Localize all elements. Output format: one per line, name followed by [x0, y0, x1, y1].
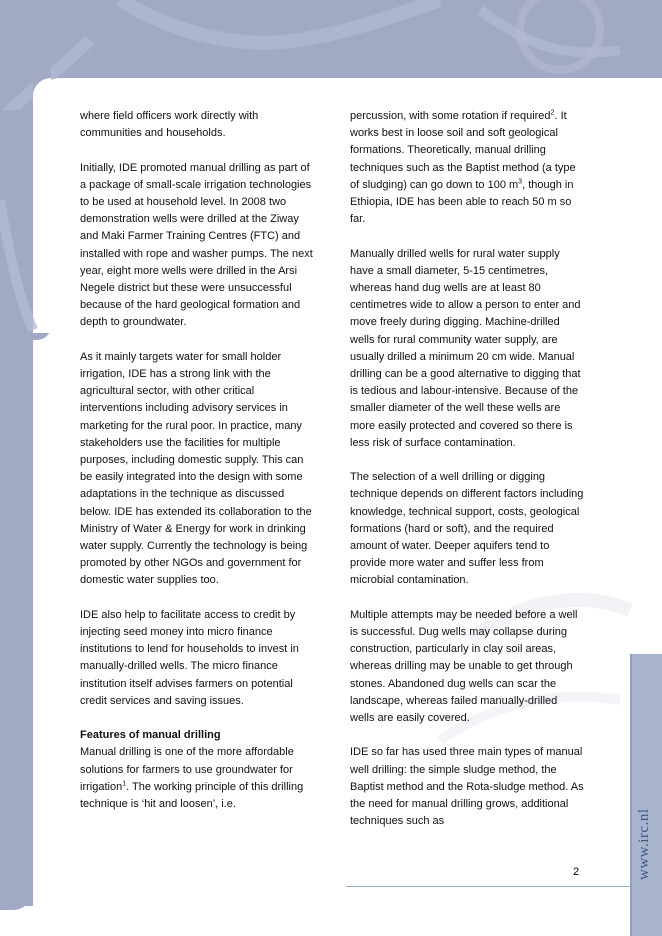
right-paragraph-3: The selection of a well drilling or digging technique depends on different factors including knowledge, technical support, costs, geological formations (hard or soft), and the required amount of water. Deeper aquifers tend to provide more water and suffer less from microbial contamination. — [350, 471, 584, 587]
right-paragraph-1: percussion, with some rotation if required$^2$. It works best in loose soil and soft geological formations. Theoretically, manual drilling techniques such as the Baptist method (a type of sludging) can go down to 100 $m^3$, though in Ethiopia, IDE has been able to reach 50 m so far. — [350, 109, 576, 226]
side-url-strip — [630, 654, 662, 936]
right-paragraph-5: IDE so far has used three main types of manual well drilling: the simple sludge method, the Baptist method and the Rota-sludge method. As the need for manual drilling grows, additional techniques such as — [350, 746, 584, 828]
left-paragraph-5: Manual drilling is one of the more affordable solutions for farmers to use groundwater for irrigation$^1$. The working principle of this drilling technique is ‘hit and loosen’, i.e. — [80, 746, 304, 811]
superscript-cubed: 3 — [518, 178, 523, 186]
right-column — [350, 108, 584, 830]
footnote-ref-2[interactable]: 2 — [550, 109, 555, 117]
side-url-strip-edge — [630, 654, 632, 936]
left-paragraph-3: As it mainly targets water for small holder irrigation, IDE has a strong link with the agricultural sector, with other critical interventions including advisory services in marketing for the rural poor. In practice, many stakeholders use the facilities for multiple purposes, including domestic supply. This can be easily integrated into the design with some adaptations in the technique as discussed below. IDE has extended its collaboration to the Ministry of Water & Energy for work in drinking water supply. Currently the technology is being promoted by other NGOs and government for domestic water supplies too. — [80, 350, 312, 587]
right-paragraph-4: Multiple attempts may be needed before a well is successful. Dug wells may collapse during construction, particularly in clay soil areas, whereas drilling may be unable to get through stones. Abandoned dug wells can scar the landscape, whereas failed manually-drilled wells are easily covered. — [350, 608, 578, 725]
left-paragraph-1: where field officers work directly with communities and households. — [80, 110, 259, 140]
right-paragraph-2: Manually drilled wells for rural water supply have a small diameter, 5-15 centimetres, whereas hand dug wells are at least 80 centimetres wide to allow a person to enter and move freely during digging. Machine-drilled wells for rural community water supply, are usually drilled a minimum 20 cm wide. Manual drilling can be a good alternative to digging that is tedious and labour-intensive. Because of the smaller diameter of the well these wells are more easily protected and covered so there is less risk of surface contamination. — [350, 247, 581, 449]
left-column — [80, 108, 314, 813]
page-number: 2 — [573, 866, 580, 878]
footnote-ref-1[interactable]: 1 — [122, 780, 127, 788]
section-heading-features: Features of manual drilling — [80, 729, 221, 742]
left-paragraph-4: IDE also help to facilitate access to credit by injecting seed money into micro finance institutions to lend for households to invest in manually-drilled wells. The micro finance institution itself advises farmers on potential credit services and saving issues. — [80, 608, 299, 707]
footer-rule — [346, 886, 630, 887]
left-paragraph-2: Initially, IDE promoted manual drilling as part of a package of small-scale irrigation technologies to be used at household level. In 2008 two demonstration wells were drilled at the Ziway and Maki Farmer Training Centres (FTC) and installed with rope and washer pumps. The next year, eight more wells were drilled in the Arsi Negele district but these were unsuccessful because of the hard geological formation and depth to groundwater. — [80, 161, 313, 329]
irc-url-link[interactable]: www.irc.nl — [636, 808, 652, 880]
